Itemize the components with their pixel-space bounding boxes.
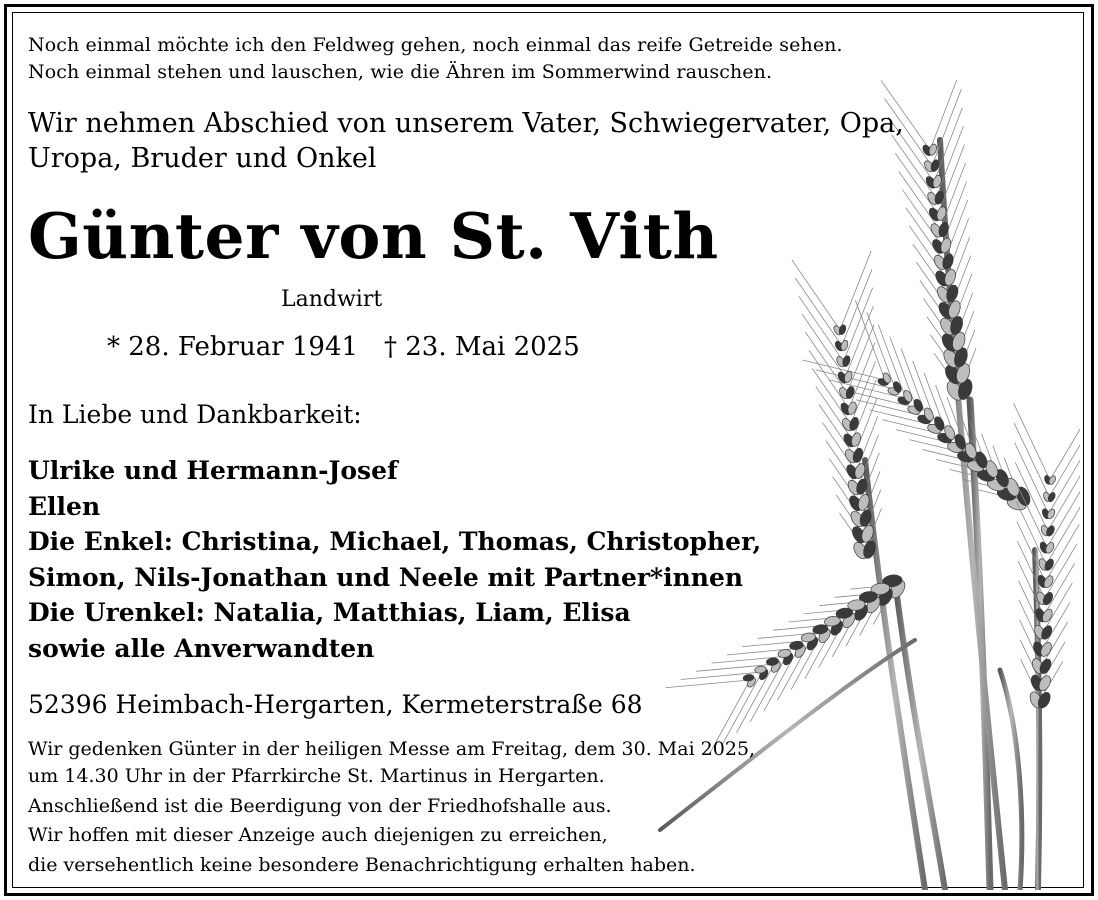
mourner-line-5: Die Urenkel: Natalia, Matthias, Liam, Elisa bbox=[28, 598, 631, 627]
wheat-awn bbox=[932, 89, 961, 166]
mourner-line-1: Ulrike und Hermann-Josef bbox=[28, 456, 398, 485]
wheat-awn bbox=[1014, 423, 1049, 497]
wheat-awn bbox=[1016, 482, 1047, 548]
mourner-line-2: Ellen bbox=[28, 492, 101, 521]
wheat-awn bbox=[1043, 583, 1072, 632]
motto-line-1: Noch einmal möchte ich den Feldweg gehen, noch einmal das reife Getreide sehen. bbox=[28, 34, 843, 56]
wheat-awn bbox=[1014, 403, 1050, 480]
mourner-line-4: Simon, Nils-Jonathan und Neele mit Partner*innen bbox=[28, 563, 744, 592]
notice-line-3: Anschließend ist die Beerdigung von der Friedhofshalle aus. bbox=[28, 795, 612, 817]
wheat-ear bbox=[1014, 403, 1080, 710]
wheat-awn bbox=[847, 324, 874, 392]
birth-date: * 28. Februar 1941 bbox=[107, 332, 359, 362]
wheat-awn bbox=[842, 269, 872, 345]
wheat-awn bbox=[1017, 541, 1044, 598]
wheat-awn bbox=[723, 672, 762, 744]
wheat-awn bbox=[792, 260, 840, 330]
wheat-awn bbox=[1050, 407, 1080, 480]
wheat-awn bbox=[849, 343, 875, 409]
intro-line-1: Wir nehmen Abschied von unserem Vater, Schwiegervater, Opa, bbox=[28, 108, 904, 139]
notice-line-4: Wir hoffen mit dieser Anzeige auch diejenigen zu erreichen, bbox=[28, 824, 608, 846]
deceased-profession: Landwirt bbox=[281, 287, 383, 312]
wheat-awn bbox=[844, 288, 873, 362]
wheat-awn bbox=[867, 312, 896, 389]
notice-line-2: um 14.30 Uhr in der Pfarrkirche St. Martinus in Hergarten. bbox=[28, 765, 605, 787]
mourner-line-3: Die Enkel: Christina, Michael, Thomas, Christopher, bbox=[28, 527, 762, 556]
wheat-awn bbox=[826, 441, 858, 488]
wheat-awn bbox=[845, 306, 873, 377]
notice-line-1: Wir gedenken Günter in der heiligen Messe am Freitag, dem 30. Mai 2025, bbox=[28, 738, 756, 760]
death-date: † 23. Mai 2025 bbox=[384, 332, 580, 362]
wheat-awn bbox=[665, 680, 750, 688]
wheat-awn bbox=[840, 251, 871, 330]
wheat-ear bbox=[665, 574, 907, 755]
wheat-awn bbox=[736, 664, 774, 733]
thanks-line: In Liebe und Dankbarkeit: bbox=[28, 400, 362, 429]
wheat-awn bbox=[1044, 563, 1075, 615]
wheat-kernel bbox=[838, 324, 847, 335]
deceased-name: Günter von St. Vith bbox=[28, 199, 719, 273]
mourner-line-6: sowie alle Anverwandten bbox=[28, 634, 375, 663]
notice-line-5: die versehentlich keine besondere Benachrichtigung erhalten haben. bbox=[28, 854, 696, 876]
motto-line-2: Noch einmal stehen und lauschen, wie die Ähren im Sommerwind rauschen. bbox=[28, 61, 773, 83]
address: 52396 Heimbach-Hergarten, Kermeterstraße 68 bbox=[28, 690, 643, 719]
intro-line-2: Uropa, Bruder und Onkel bbox=[28, 143, 377, 174]
wheat-awn bbox=[1016, 502, 1046, 565]
wheat-awn bbox=[930, 80, 960, 150]
wheat-ear bbox=[792, 251, 882, 561]
wheat-awn bbox=[795, 278, 842, 346]
